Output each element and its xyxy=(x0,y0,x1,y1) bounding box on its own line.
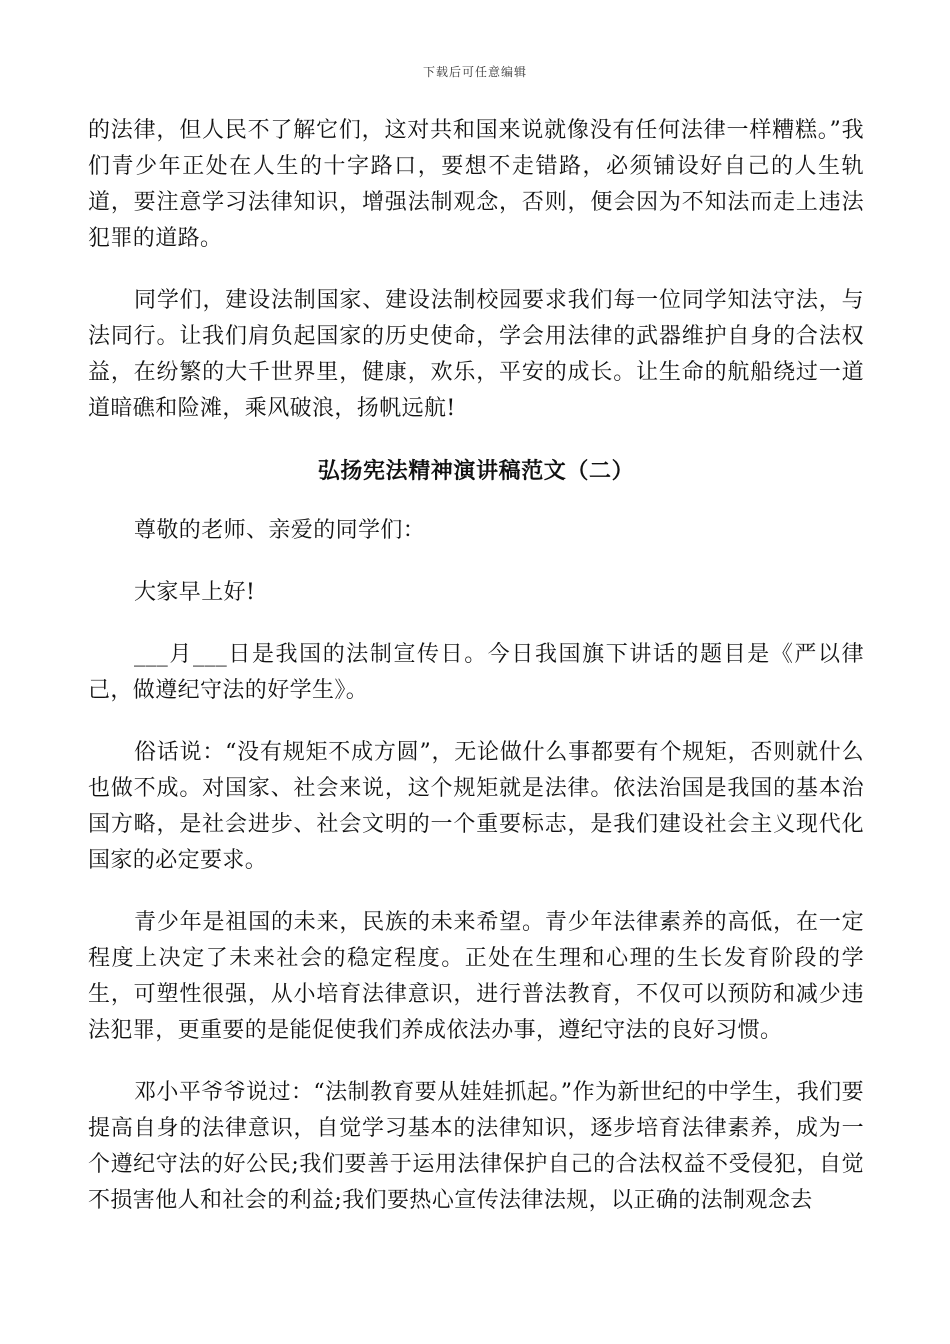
paragraph-proverb: 俗话说：“没有规矩不成方圆”，无论做什么事都要有个规矩，否则就什么也做不成。对国家、社会来说，这个规矩就是法律。依法治国是我国的基本治国方略，是社会进步、社会文明的一个重要标志，是我们建设社会主义现代化国家的必定要求。 xyxy=(88,740,864,873)
salutation: 尊敬的老师、亲爱的同学们： xyxy=(134,518,426,543)
document-body xyxy=(88,113,864,1245)
section-title: 弘扬宪法精神演讲稿范文（二） xyxy=(317,458,635,484)
paragraph-classmates: 同学们，建设法制国家、建设法制校园要求我们每一位同学知法守法，与法同行。让我们肩负起国家的历史使命，学会用法律的武器维护自身的合法权益，在纷繁的大千世界里，健康，欢乐，平安的成长。让生命的航船绕过一道道暗礁和险滩，乘风破浪，扬帆远航! xyxy=(88,288,864,421)
paragraph-date: ___月___日是我国的法制宣传日。今日我国旗下讲话的题目是《严以律己，做遵纪守法的好学生》。 xyxy=(88,642,864,703)
header-note: 下载后可任意编辑 xyxy=(422,65,527,79)
paragraph-deng: 邓小平爷爷说过：“法制教育要从娃娃抓起。”作为新世纪的中学生，我们要提高自身的法律意识，自觉学习基本的法律知识，逐步培育法律素养，成为一个遵纪守法的好公民;我们要善于运用法律保护自己的合法权益不受侵犯，自觉不损害他人和社会的利益;我们要热心宣传法律法规，以正确的法制观念去 xyxy=(88,1080,864,1213)
paragraph-continued: 的法律，但人民不了解它们，这对共和国来说就像没有任何法律一样糟糕。”我们青少年正处在人生的十字路口，要想不走错路，必须铺设好自己的人生轨道，要注意学习法律知识，增强法制观念，否则，便会因为不知法而走上违法犯罪的道路。 xyxy=(88,118,864,251)
greeting: 大家早上好! xyxy=(134,580,256,605)
paragraph-youth: 青少年是祖国的未来，民族的未来希望。青少年法律素养的高低，在一定程度上决定了未来社会的稳定程度。正处在生理和心理的生长发育阶段的学生，可塑性很强，从小培育法律意识，进行普法教育，不仅可以预防和减少违法犯罪，更重要的是能促使我们养成依法办事，遵纪守法的良好习惯。 xyxy=(88,910,864,1043)
